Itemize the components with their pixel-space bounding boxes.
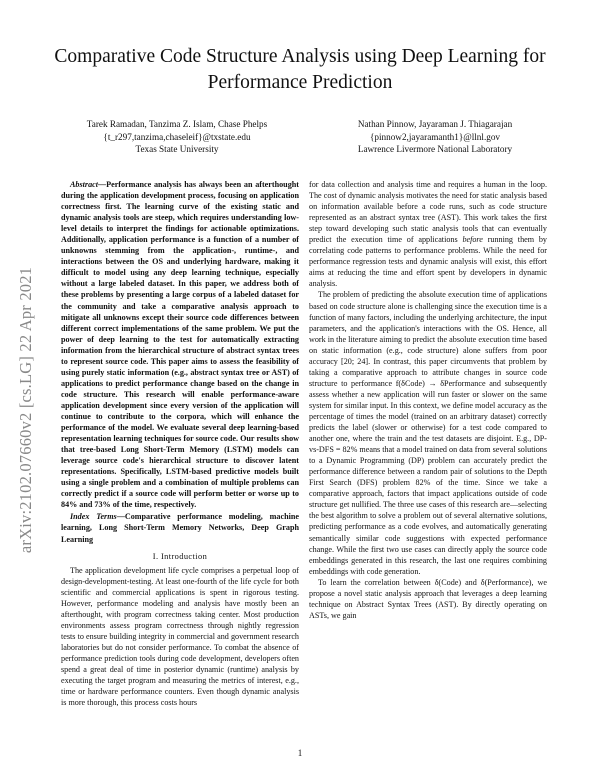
right-paragraph-1: for data collection and analysis time and requires a human in the loop. The cost of dynamic analysis motivates the need for static analysis based on information available before a code runs, such as code structure represented as an abstract syntax tree (AST). This work takes the first step toward developing such static analysis tools that can eventually predict the execution time of applications before running them by correlating code patterns to performance problems. While the need for performance regression tests and dynamic analysis will exist, this effort aims at reducing the time and effort spent by developers in dynamic analysis. bbox=[309, 180, 547, 289]
arxiv-stamp-text: arXiv:2102.07660v2 [cs.LG] 22 Apr 2021 bbox=[16, 266, 35, 554]
intro-paragraph: The application development life cycle comprises a perpetual loop of design-development-testing. At least one-fourth of the life cycle for both scientific and commercial applications is spent in rigorous testing. However, performance modeling and analysis have mostly been an afterthought, with program correctness taking center. Most production environments assess program correctness through nightly regression tests to ensure building integrity in commercial and government research laboratories but do not consider performance. To combat the absence of performance prediction tools during code development, developers often spend a great deal of time in posterior dynamic (runtime) analysis by executing the target program and measuring the metrics of interest, e.g., time or hardware performance counters. Even though dynamic analysis is more thorough, this process costs hours bbox=[61, 565, 299, 708]
arxiv-stamp bbox=[6, 230, 46, 590]
paper-title: Comparative Code Structure Analysis using Deep Learning for Performance Prediction bbox=[54, 46, 546, 93]
abstract bbox=[61, 179, 299, 510]
abstract-text: —Performance analysis has always been an afterthought during the application development process, focusing on application correctness first. The learning curve of the existing static and dynamic analysis tools are steep, which requires understanding low-level details to interpret the findings for actionable optimizations. Additionally, application performance is a function of a number of unknowns stemming from the application-, runtime-, and interactions between the OS and underlying hardware, making it difficult to model using any deep learning technique, especially without a large labeled dataset. In this paper, we address both of these problems by presenting a large corpus of a labeled dataset for the community and take a comparative analysis approach to mitigate all unknowns except their source code differences between different correct implementations of the same problem. We put the power of deep learning to the test for automatically extracting information from the hierarchical structure of abstract syntax trees to represent source code. This paper aims to assess the feasibility of using purely static information (e.g., abstract syntax tree or AST) of applications to predict performance change based on the change in code structure. This research will enable performance-aware application development since every version of the application will continue to contribute to the corpora, which will enhance the performance of the model. We evaluate several deep learning-based representation learning techniques for source code. Our results show that tree-based Long Short-Term Memory (LSTM) models can leverage source code's hierarchical structure to discover latent representations. Specifically, LSTM-based predictive models built using a single problem and a combination of multiple problems can correctly predict if a source code will perform better or worse up to 84% and 73% of the time, respectively. bbox=[61, 180, 299, 510]
page-number: 1 bbox=[297, 748, 303, 758]
right-paragraph-3: To learn the correlation between δ(Code) and δ(Performance), we propose a novel static analysis approach that leverages a deep learning technique on Abstract Syntax Trees (AST). By directly operating on ASTs, we gain bbox=[309, 577, 547, 620]
author-names: Tarek Ramadan, Tanzima Z. Islam, Chase Phelps bbox=[86, 119, 268, 129]
abstract-label: Abstract bbox=[70, 180, 98, 189]
author-block-right bbox=[320, 118, 550, 156]
index-terms bbox=[61, 511, 299, 544]
author-affiliation: Texas State University bbox=[135, 144, 219, 155]
author-names: Nathan Pinnow, Jayaraman J. Thiagarajan bbox=[357, 119, 513, 129]
index-terms-label: Index Terms bbox=[70, 512, 117, 522]
emphasis-before: before bbox=[462, 235, 483, 245]
author-emails: {t_r297,tanzima,chaseleif}@txstate.edu bbox=[103, 131, 251, 142]
left-column bbox=[61, 179, 299, 708]
index-terms-text: —Comparative performance modeling, machine learning, Long Short-Term Memory Networks, Deep Graph Learning bbox=[61, 512, 299, 544]
author-affiliation: Lawrence Livermore National Laboratory bbox=[357, 144, 513, 155]
author-emails: {pinnow2,jayaramanth1}@llnl.gov bbox=[369, 131, 501, 142]
right-paragraph-2: The problem of predicting the absolute execution time of applications based on code structure alone is challenging since the execution time is a function of many factors, including the underlying architecture, the input parameters, and the application's interactions with the OS. Hence, all work in the literature aiming to predict the absolute execution time based on static information (e.g., code structure) alone suffers from poor accuracy [20; 24]. In contrast, this paper circumvents that problem by taking a comparative approach to attribute changes in source code structure to performance f(δCode) → δPerformance and subsequently assess whether a new application will run faster or slower on the same system for similar input. In this context, we define model accuracy as the percentage of times the model (trained on an arbitrary dataset) correctly predicts the label (slower or otherwise) for a test code compared to another one, where the train and the test datasets are disjoint. E.g., DP-vs-DFS = 82% means that a model trained on data from several solutions to a Dynamic Programming (DP) problem can accurately predict the performance difference between a random pair of solutions to the Depth First Search (DFS) problem 82% of the time. Since we take a comparative approach, factors that impact applications outside of code structure get nullified. The three use cases of this research are—selecting the best algorithm to solve a problem out of several alternative solutions, predicting performance as a code evolves, and automatically generating semantically similar code suggestions with expected performance change. While the first two use cases can directly apply the source code embeddings generated in this research, the last one requires combining embeddings with code generation. bbox=[309, 290, 547, 576]
author-block-left bbox=[62, 118, 292, 156]
right-column bbox=[309, 179, 547, 621]
section-heading: I. Introduction bbox=[152, 551, 208, 561]
